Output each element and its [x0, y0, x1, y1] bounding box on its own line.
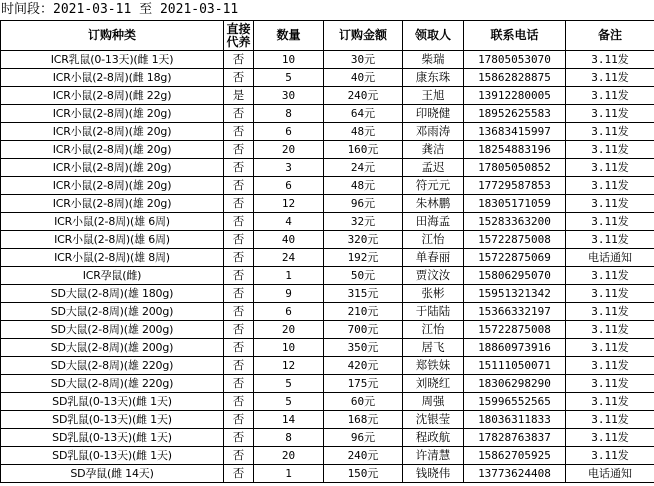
- remark-cell: 3.11发: [566, 321, 654, 339]
- table-row: [1, 357, 654, 375]
- quantity-cell: 8: [254, 105, 324, 123]
- order-type-cell: SD大鼠(2-8周)(雄 200g): [1, 321, 224, 339]
- receiver-name-cell: 于陆陆: [403, 303, 464, 321]
- order-amount-cell: 210元: [324, 303, 403, 321]
- remark-cell: 3.11发: [566, 393, 654, 411]
- order-amount-cell: 700元: [324, 321, 403, 339]
- remark-cell: 3.11发: [566, 51, 654, 69]
- contact-phone-cell: 17805050852: [464, 159, 566, 177]
- remark-cell: 3.11发: [566, 339, 654, 357]
- quantity-cell: 30: [254, 87, 324, 105]
- receiver-name-cell: 田海孟: [403, 213, 464, 231]
- direct-care-cell: 否: [224, 195, 254, 213]
- contact-phone-cell: 15722875008: [464, 321, 566, 339]
- receiver-name-cell: 沈银莹: [403, 411, 464, 429]
- quantity-cell: 5: [254, 69, 324, 87]
- remark-cell: 3.11发: [566, 303, 654, 321]
- order-amount-cell: 320元: [324, 231, 403, 249]
- receiver-name-cell: 钱晓伟: [403, 465, 464, 483]
- header-qty: 数量: [254, 21, 324, 51]
- contact-phone-cell: 17729587853: [464, 177, 566, 195]
- order-type-cell: SD乳鼠(0-13天)(雌 1天): [1, 429, 224, 447]
- date-range-start: 2021-03-11: [53, 2, 132, 17]
- order-type-cell: ICR小鼠(2-8周)(雄 20g): [1, 105, 224, 123]
- order-amount-cell: 150元: [324, 465, 403, 483]
- order-type-cell: ICR小鼠(2-8周)(雄 20g): [1, 195, 224, 213]
- contact-phone-cell: 17805053070: [464, 51, 566, 69]
- order-amount-cell: 168元: [324, 411, 403, 429]
- direct-care-cell: 是: [224, 87, 254, 105]
- contact-phone-cell: 15862828875: [464, 69, 566, 87]
- table-row: [1, 249, 654, 267]
- remark-cell: 3.11发: [566, 141, 654, 159]
- direct-care-cell: 否: [224, 159, 254, 177]
- order-type-cell: SD大鼠(2-8周)(雄 200g): [1, 303, 224, 321]
- receiver-name-cell: 印晓健: [403, 105, 464, 123]
- quantity-cell: 14: [254, 411, 324, 429]
- contact-phone-cell: 15951321342: [464, 285, 566, 303]
- quantity-cell: 6: [254, 123, 324, 141]
- quantity-cell: 5: [254, 375, 324, 393]
- order-amount-cell: 240元: [324, 447, 403, 465]
- date-range-separator: 至: [139, 2, 153, 17]
- orders-table: [0, 20, 654, 483]
- receiver-name-cell: 柴瑞: [403, 51, 464, 69]
- table-row: [1, 393, 654, 411]
- table-row: [1, 69, 654, 87]
- direct-care-cell: 否: [224, 339, 254, 357]
- remark-cell: 3.11发: [566, 213, 654, 231]
- contact-phone-cell: 15806295070: [464, 267, 566, 285]
- receiver-name-cell: 贾汶汝: [403, 267, 464, 285]
- contact-phone-cell: 18306298290: [464, 375, 566, 393]
- contact-phone-cell: 13912280005: [464, 87, 566, 105]
- receiver-name-cell: 单春丽: [403, 249, 464, 267]
- contact-phone-cell: 15111050071: [464, 357, 566, 375]
- contact-phone-cell: 15722875008: [464, 231, 566, 249]
- order-amount-cell: 175元: [324, 375, 403, 393]
- table-row: [1, 303, 654, 321]
- order-amount-cell: 48元: [324, 123, 403, 141]
- order-type-cell: ICR小鼠(2-8周)(雄 20g): [1, 159, 224, 177]
- order-rows: [1, 51, 654, 483]
- quantity-cell: 1: [254, 465, 324, 483]
- receiver-name-cell: 居飞: [403, 339, 464, 357]
- contact-phone-cell: 15862705925: [464, 447, 566, 465]
- direct-care-cell: 否: [224, 411, 254, 429]
- contact-phone-cell: 13773624408: [464, 465, 566, 483]
- direct-care-cell: 否: [224, 465, 254, 483]
- direct-care-cell: 否: [224, 213, 254, 231]
- header-receiver: 领取人: [403, 21, 464, 51]
- remark-cell: 3.11发: [566, 177, 654, 195]
- table-row: [1, 195, 654, 213]
- order-amount-cell: 350元: [324, 339, 403, 357]
- quantity-cell: 24: [254, 249, 324, 267]
- direct-care-cell: 否: [224, 447, 254, 465]
- remark-cell: 3.11发: [566, 159, 654, 177]
- direct-care-cell: 否: [224, 141, 254, 159]
- order-type-cell: ICR小鼠(2-8周)(雄 6周): [1, 231, 224, 249]
- receiver-name-cell: 郑铁妹: [403, 357, 464, 375]
- order-amount-cell: 50元: [324, 267, 403, 285]
- direct-care-cell: 否: [224, 393, 254, 411]
- table-row: [1, 339, 654, 357]
- quantity-cell: 20: [254, 321, 324, 339]
- receiver-name-cell: 江怡: [403, 321, 464, 339]
- contact-phone-cell: 18952625583: [464, 105, 566, 123]
- order-type-cell: SD乳鼠(0-13天)(雌 1天): [1, 393, 224, 411]
- receiver-name-cell: 张彬: [403, 285, 464, 303]
- quantity-cell: 20: [254, 141, 324, 159]
- remark-cell: 3.11发: [566, 447, 654, 465]
- header-row: [1, 21, 654, 51]
- remark-cell: 3.11发: [566, 69, 654, 87]
- header-phone: 联系电话: [464, 21, 566, 51]
- receiver-name-cell: 许清慧: [403, 447, 464, 465]
- order-type-cell: ICR小鼠(2-8周)(雌 22g): [1, 87, 224, 105]
- remark-cell: 3.11发: [566, 267, 654, 285]
- remark-cell: 3.11发: [566, 357, 654, 375]
- order-type-cell: ICR小鼠(2-8周)(雄 8周): [1, 249, 224, 267]
- remark-cell: 电话通知: [566, 249, 654, 267]
- quantity-cell: 5: [254, 393, 324, 411]
- direct-care-cell: 否: [224, 249, 254, 267]
- direct-care-cell: 否: [224, 303, 254, 321]
- header-direct-label: 直接代养: [226, 21, 251, 49]
- order-type-cell: SD孕鼠(雌 14天): [1, 465, 224, 483]
- contact-phone-cell: 18254883196: [464, 141, 566, 159]
- order-type-cell: ICR小鼠(2-8周)(雌 18g): [1, 69, 224, 87]
- direct-care-cell: 否: [224, 321, 254, 339]
- table-row: [1, 411, 654, 429]
- quantity-cell: 10: [254, 339, 324, 357]
- table-row: [1, 447, 654, 465]
- order-amount-cell: 240元: [324, 87, 403, 105]
- order-type-cell: SD大鼠(2-8周)(雄 180g): [1, 285, 224, 303]
- order-amount-cell: 48元: [324, 177, 403, 195]
- order-amount-cell: 96元: [324, 195, 403, 213]
- contact-phone-cell: 17828763837: [464, 429, 566, 447]
- order-amount-cell: 96元: [324, 429, 403, 447]
- table-row: [1, 51, 654, 69]
- remark-cell: 3.11发: [566, 285, 654, 303]
- table-row: [1, 429, 654, 447]
- table-row: [1, 141, 654, 159]
- order-amount-cell: 315元: [324, 285, 403, 303]
- order-type-cell: ICR小鼠(2-8周)(雄 6周): [1, 213, 224, 231]
- table-row: [1, 213, 654, 231]
- date-range-end: 2021-03-11: [159, 2, 239, 17]
- remark-cell: 3.11发: [566, 375, 654, 393]
- direct-care-cell: 否: [224, 123, 254, 141]
- table-row: [1, 321, 654, 339]
- order-type-cell: SD大鼠(2-8周)(雄 200g): [1, 339, 224, 357]
- quantity-cell: 1: [254, 267, 324, 285]
- receiver-name-cell: 朱林鹏: [403, 195, 464, 213]
- direct-care-cell: 否: [224, 375, 254, 393]
- quantity-cell: 8: [254, 429, 324, 447]
- table-row: [1, 231, 654, 249]
- table-row: [1, 285, 654, 303]
- date-range-label: 时间段：: [1, 2, 54, 17]
- remark-cell: 3.11发: [566, 105, 654, 123]
- direct-care-cell: 否: [224, 285, 254, 303]
- header-amount: 订购金额: [324, 21, 403, 51]
- contact-phone-cell: 18860973916: [464, 339, 566, 357]
- remark-cell: 3.11发: [566, 411, 654, 429]
- receiver-name-cell: 刘晓红: [403, 375, 464, 393]
- quantity-cell: 4: [254, 213, 324, 231]
- table-row: [1, 267, 654, 285]
- header-type: 订购种类: [1, 21, 224, 51]
- receiver-name-cell: 王旭: [403, 87, 464, 105]
- order-type-cell: ICR孕鼠(雌): [1, 267, 224, 285]
- remark-cell: 3.11发: [566, 231, 654, 249]
- order-type-cell: ICR小鼠(2-8周)(雄 20g): [1, 177, 224, 195]
- contact-phone-cell: 15722875069: [464, 249, 566, 267]
- receiver-name-cell: 龚洁: [403, 141, 464, 159]
- remark-cell: 3.11发: [566, 195, 654, 213]
- receiver-name-cell: 程政航: [403, 429, 464, 447]
- header-note: 备注: [566, 21, 654, 51]
- order-type-cell: SD大鼠(2-8周)(雄 220g): [1, 375, 224, 393]
- quantity-cell: 3: [254, 159, 324, 177]
- quantity-cell: 40: [254, 231, 324, 249]
- contact-phone-cell: 15283363200: [464, 213, 566, 231]
- receiver-name-cell: 康东珠: [403, 69, 464, 87]
- order-type-cell: ICR小鼠(2-8周)(雄 20g): [1, 141, 224, 159]
- direct-care-cell: 否: [224, 69, 254, 87]
- order-type-cell: SD大鼠(2-8周)(雄 220g): [1, 357, 224, 375]
- quantity-cell: 20: [254, 447, 324, 465]
- order-amount-cell: 192元: [324, 249, 403, 267]
- contact-phone-cell: 18305171059: [464, 195, 566, 213]
- header-direct: [224, 21, 254, 51]
- table-row: [1, 177, 654, 195]
- table-row: [1, 465, 654, 483]
- receiver-name-cell: 邓雨涛: [403, 123, 464, 141]
- direct-care-cell: 否: [224, 177, 254, 195]
- direct-care-cell: 否: [224, 267, 254, 285]
- quantity-cell: 9: [254, 285, 324, 303]
- order-amount-cell: 24元: [324, 159, 403, 177]
- receiver-name-cell: 周强: [403, 393, 464, 411]
- direct-care-cell: 否: [224, 105, 254, 123]
- order-type-cell: ICR小鼠(2-8周)(雄 20g): [1, 123, 224, 141]
- direct-care-cell: 否: [224, 231, 254, 249]
- order-amount-cell: 420元: [324, 357, 403, 375]
- table-row: [1, 375, 654, 393]
- receiver-name-cell: 符元元: [403, 177, 464, 195]
- remark-cell: 电话通知: [566, 465, 654, 483]
- table-row: [1, 159, 654, 177]
- order-type-cell: SD乳鼠(0-13天)(雌 1天): [1, 411, 224, 429]
- direct-care-cell: 否: [224, 51, 254, 69]
- remark-cell: 3.11发: [566, 123, 654, 141]
- contact-phone-cell: 15996552565: [464, 393, 566, 411]
- order-type-cell: ICR乳鼠(0-13天)(雌 1天): [1, 51, 224, 69]
- order-amount-cell: 30元: [324, 51, 403, 69]
- quantity-cell: 12: [254, 357, 324, 375]
- order-amount-cell: 64元: [324, 105, 403, 123]
- contact-phone-cell: 18036311833: [464, 411, 566, 429]
- contact-phone-cell: 13683415997: [464, 123, 566, 141]
- order-amount-cell: 160元: [324, 141, 403, 159]
- quantity-cell: 12: [254, 195, 324, 213]
- order-amount-cell: 40元: [324, 69, 403, 87]
- order-type-cell: SD乳鼠(0-13天)(雌 1天): [1, 447, 224, 465]
- table-row: [1, 87, 654, 105]
- table-row: [1, 123, 654, 141]
- quantity-cell: 6: [254, 177, 324, 195]
- quantity-cell: 10: [254, 51, 324, 69]
- direct-care-cell: 否: [224, 429, 254, 447]
- contact-phone-cell: 15366332197: [464, 303, 566, 321]
- quantity-cell: 6: [254, 303, 324, 321]
- order-amount-cell: 60元: [324, 393, 403, 411]
- remark-cell: 3.11发: [566, 87, 654, 105]
- date-range: [0, 0, 654, 20]
- receiver-name-cell: 江怡: [403, 231, 464, 249]
- remark-cell: 3.11发: [566, 429, 654, 447]
- table-row: [1, 105, 654, 123]
- direct-care-cell: 否: [224, 357, 254, 375]
- order-amount-cell: 32元: [324, 213, 403, 231]
- receiver-name-cell: 孟迟: [403, 159, 464, 177]
